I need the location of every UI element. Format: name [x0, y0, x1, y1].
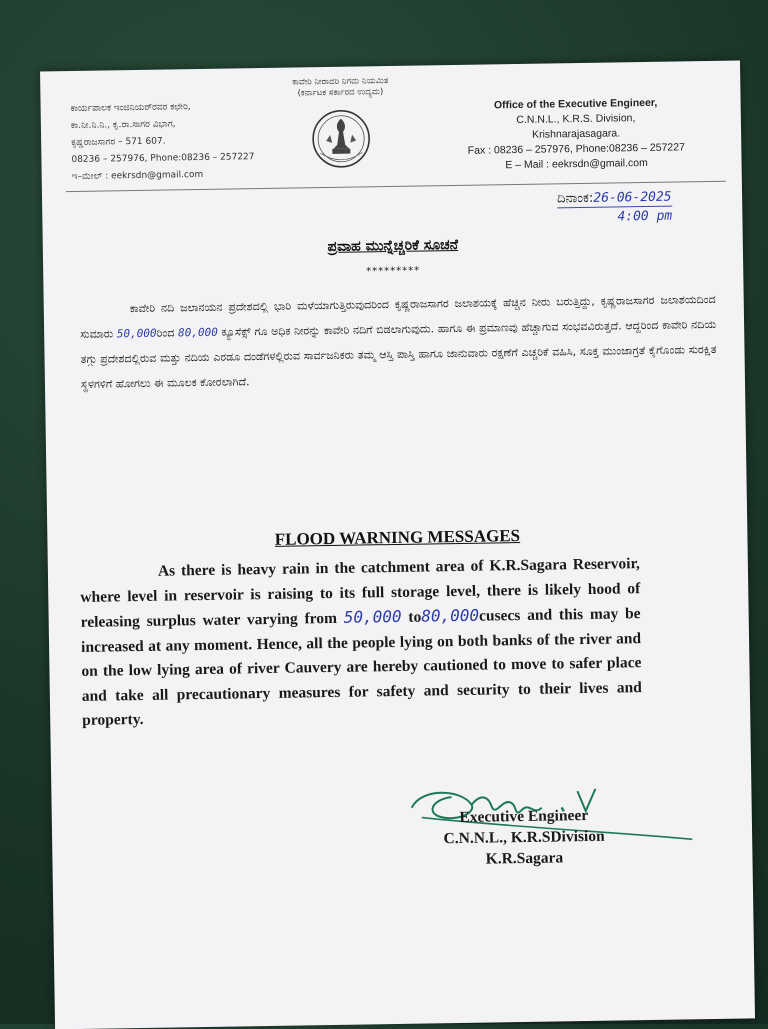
corporation-subtitle: (ಕರ್ನಾಟಕ ಸರ್ಕಾರದ ಉದ್ಯಮ) [297, 87, 384, 99]
address-line: ಕೃಷ್ಣರಾಜಸಾಗರ – 571 607. [71, 136, 166, 149]
letterhead-english-address [431, 95, 722, 175]
signatory-designation: Executive Engineer [459, 806, 589, 827]
signatory-location: K.R.Sagara [485, 849, 564, 868]
handwritten-flow-from: 50,000 [343, 606, 402, 627]
signatory-block [404, 804, 645, 871]
kannada-body-part: ರಿಂದ [156, 326, 179, 340]
email-address: E – Mail : eekrsdn@gmail.com [505, 156, 648, 172]
kannada-body-part: ಕಾವೇರಿ ನದಿ ಜಲಾನಯನ ಪ್ರದೇಶದಲ್ಲಿ ಭಾರಿ ಮಳೆಯಾಗುತ್ತಿರುವುದರಿಂದ ಕೃಷ್ಣರಾಜಸಾಗರ ಜಲಾಶಯಕ್ಕೆ ಹೆಚ್ಚಿನ ನೀರು ಬರುತ್ತಿದ್ದು, ಕೃಷ್ಣರಾಜಸಾಗರ ಜಲಾಶಯದಿಂದ ಸುಮಾರು [80, 292, 716, 341]
government-emblem-icon [306, 104, 377, 171]
address-line: 08236 – 257976, Phone:08236 – 257227 [71, 152, 255, 166]
signatory-division: C.N.N.L., K.R.SDivision [443, 827, 605, 848]
handwritten-flow-to: 80,000 [421, 605, 480, 626]
address-line: ಕಾ.ನೀ.ನಿ.ನಿ., ಕೃ.ರಾ.ಸಾಗರ ವಿಭಾಗ, [70, 119, 176, 132]
english-body-part: cusecs and this may be increased at any moment. Hence, all the people lying on both banks of the river and on the low lying area of river Cauvery are hereby cautioned to move to safer place and take all precautionary measures for safety and security to their lives and property. [80, 605, 642, 729]
date-block [557, 189, 738, 226]
english-notice-body [80, 552, 643, 733]
kannada-body-part: ಕ್ಯೂಸೆಕ್ಸ್ ಗೂ ಅಧಿಕ ನೀರನ್ನು ಕಾವೇರಿ ನದಿಗೆ ಬಿಡಲಾಗುವುದು. ಹಾಗೂ ಈ ಪ್ರಮಾಣವು ಹೆಚ್ಚಾಗುವ ಸಂಭವವಿರುತ್ತದೆ. ಆದ್ದರಿಂದ ಕಾವೇರಿ ನದಿಯ ತಗ್ಗು ಪ್ರದೇಶದಲ್ಲಿರುವ ಮತ್ತು ನದಿಯ ಎರಡೂ ದಂಡೆಗಳಲ್ಲಿರುವ ಸಾರ್ವಜನಿಕರು ತಮ್ಮ ಆಸ್ತಿ ಪಾಸ್ತಿ ಹಾಗೂ ಜಾನುವಾರು ರಕ್ಷಣೆಗೆ ಎಚ್ಚರಿಕೆ ವಹಿಸಿ, ಸೂಕ್ತ ಮುಂಜಾಗ್ರತೆ ಕೈಗೊಂಡು ಸುರಕ್ಷಿತ ಸ್ಥಳಗಳಿಗೆ ಹೋಗಲು ಈ ಮೂಲಕ ಕೋರಲಾಗಿದೆ. [80, 317, 717, 391]
date-line [557, 190, 672, 209]
handwritten-flow-to: 80,000 [177, 325, 218, 340]
date-value: 26-06-2025 [593, 189, 672, 206]
notice-sheet [40, 61, 755, 1029]
division-name: C.N.N.L., K.R.S. Division, [516, 112, 636, 127]
corporation-name: ಕಾವೇರಿ ನೀರಾವರಿ ನಿಗಮ ನಿಯಮಿತ [292, 76, 389, 88]
fax-phone: Fax : 08236 – 257976, Phone:08236 – 257227 [467, 141, 686, 157]
address-line: ಕಾರ್ಯಪಾಲಕ ಇಂಜಿನಿಯರ್‌ರವರ ಕಛೇರಿ, [70, 102, 191, 115]
letterhead-center [270, 76, 411, 172]
english-body-part: to [401, 608, 422, 626]
office-location: Krishnarajasagara. [531, 127, 621, 141]
english-notice-title: FLOOD WARNING MESSAGES [274, 526, 521, 549]
english-body-part: As there is heavy rain in the catchment area of K.R.Sagara Reservoir, where level in reservoir is raising to its full storage level, there is likely hood of releasing surplus water varying from [80, 555, 641, 631]
handwritten-flow-from: 50,000 [116, 326, 157, 341]
time-value: 4:00 pm [617, 208, 673, 225]
kannada-notice-body [80, 287, 717, 397]
date-label: ದಿನಾಂಕ: [556, 190, 594, 207]
letterhead-kannada-address [71, 98, 272, 186]
kannada-notice-title: ಪ್ರವಾಹ ಮುನ್ನೆಚ್ಚರಿಕೆ ಸೂಚನೆ [327, 236, 459, 256]
title-separator: ********* [366, 265, 421, 278]
address-line: ಇ–ಮೇಲ್ : eekrsdn@gmail.com [71, 169, 204, 183]
office-name: Office of the Executive Engineer, [493, 96, 658, 112]
